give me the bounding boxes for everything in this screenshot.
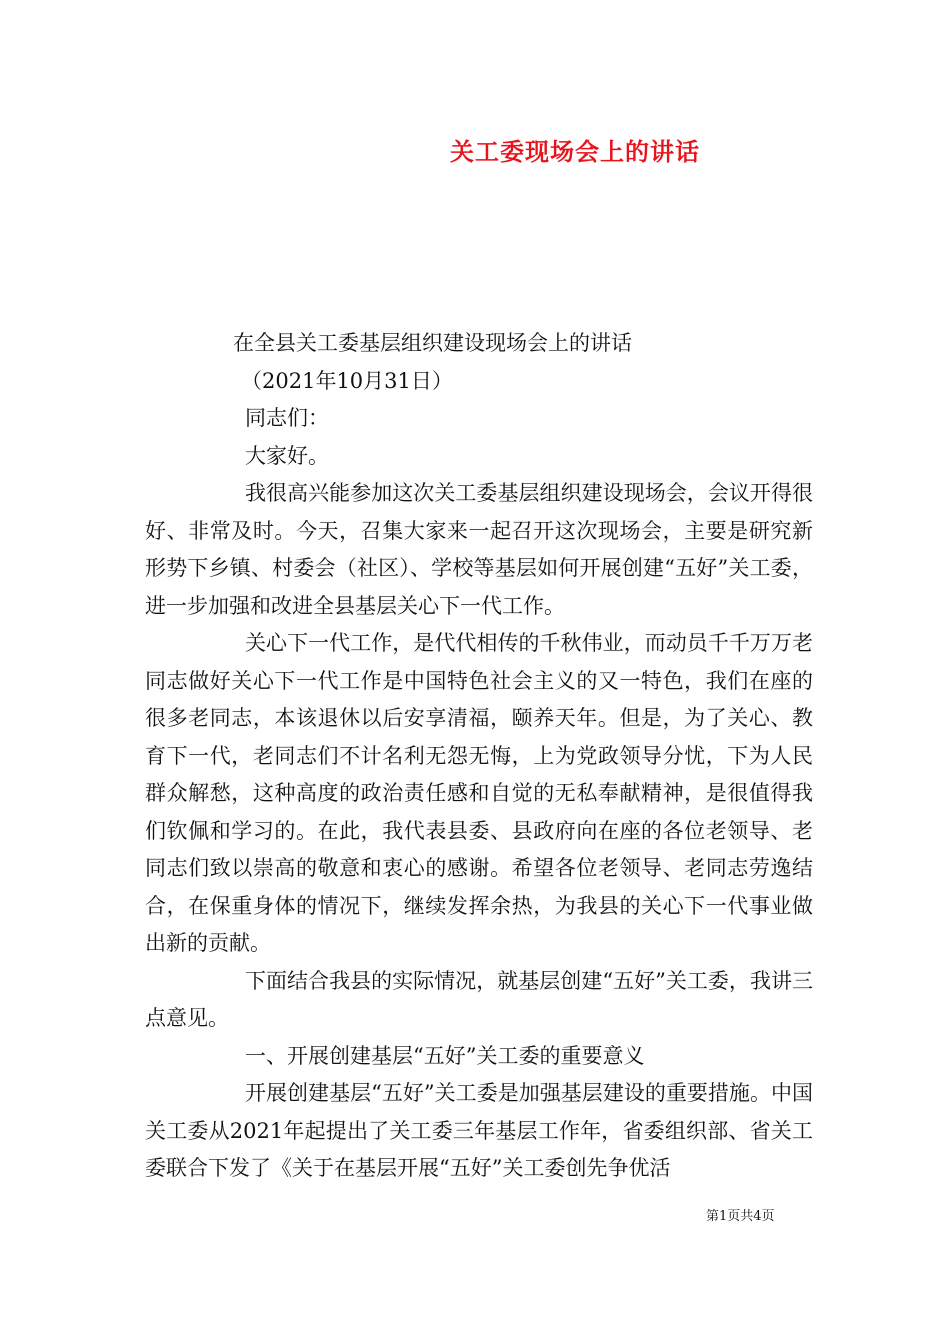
greeting: 大家好。 <box>245 443 329 468</box>
paragraph: 下面结合我县的实际情况，就基层创建“五好”关工委，我讲三点意见。 <box>145 968 813 1030</box>
speech-title: 在全县关工委基层组织建设现场会上的讲话 <box>233 331 632 355</box>
paragraph: 开展创建基层“五好”关工委是加强基层建设的重要措施。中国关工委从2021年起提出了关工委三年基层工作年，省委组织部、省关工委联合下发了《关于在基层开展“五好”关工委创先争优活 <box>145 1081 813 1180</box>
section-heading: 一、开展创建基层“五好”关工委的重要意义 <box>245 1043 645 1068</box>
document-body <box>145 325 813 1188</box>
page-indicator: 第1页共4页 <box>706 1209 775 1224</box>
paragraph: 我很高兴能参加这次关工委基层组织建设现场会，会议开得很好、非常及时。今天，召集大家来一起召开这次现场会，主要是研究新形势下乡镇、村委会（社区）、学校等基层如何开展创建“五好”关工委，进一步加强和改进全县基层关心下一代工作。 <box>145 481 813 618</box>
paragraph: 关心下一代工作，是代代相传的千秋伟业，而动员千千万万老同志做好关心下一代工作是中国特色社会主义的又一特色，我们在座的很多老同志，本该退休以后安享清福，颐养天年。但是，为了关心、教育下一代，老同志们不计名利无怨无悔，上为党政领导分忧，下为人民群众解愁，这种高度的政治责任感和自觉的无私奉献精神，是很值得我们钦佩和学习的。在此，我代表县委、县政府向在座的各位老领导、老同志们致以崇高的敬意和衷心的感谢。希望各位老领导、老同志劳逸结合，在保重身体的情况下，继续发挥余热，为我县的关心下一代事业做出新的贡献。 <box>145 631 813 955</box>
speech-date: （2021年10月31日） <box>241 368 453 393</box>
salutation: 同志们： <box>245 406 329 430</box>
document-title: 关工委现场会上的讲话 <box>450 137 700 166</box>
